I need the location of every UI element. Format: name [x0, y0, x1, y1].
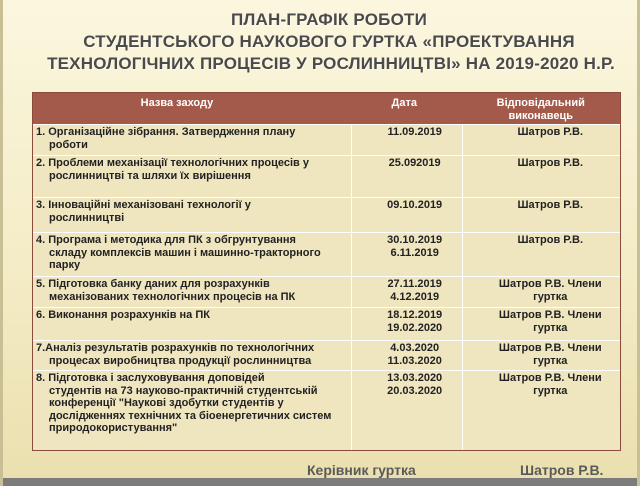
table-row: [33, 370, 620, 450]
event-name-first: 7.Аналіз результатів розрахунків по технологічних: [36, 342, 315, 354]
responsible-cell: Шатров Р.В.: [462, 198, 621, 232]
date-cell: 11.09.2019: [351, 125, 462, 155]
table-row: [33, 232, 620, 276]
responsible-cell: Шатров Р.В.: [462, 233, 621, 276]
responsible-cell: Шатров Р.В. Члени гуртка: [462, 277, 621, 307]
event-name-cell: [33, 371, 351, 450]
title-line-3: ТЕХНОЛОГІЧНИХ ПРОЦЕСІВ У РОСЛИННИЦТВІ» НА 2019-2020 Н.Р.: [47, 54, 615, 73]
table-row: [33, 276, 620, 307]
event-name-cell: [33, 198, 351, 232]
event-name-first: 3. Інноваційні механізовані технології у: [36, 199, 251, 211]
table-row: [33, 197, 620, 232]
title-line-1: ПЛАН-ГРАФІК РОБОТИ: [230, 10, 427, 29]
event-name-rest: роботи: [49, 138, 88, 151]
event-name-first: 6. Виконання розрахунків на ПК: [36, 309, 210, 321]
date-cell: 13.03.2020 20.03.2020: [351, 371, 462, 450]
table-row: [33, 124, 620, 155]
header-responsible: Відповідальний виконавець: [462, 93, 620, 124]
date-cell: 25.092019: [351, 156, 462, 197]
table-row: [33, 340, 620, 370]
responsible-cell: Шатров Р.В. Члени гуртка: [462, 341, 621, 370]
date-cell: 09.10.2019: [351, 198, 462, 232]
event-name-first: 1. Організаційне зібрання. Затвердження плану: [36, 126, 296, 138]
event-name-cell: [33, 277, 351, 307]
responsible-cell: Шатров Р.В. Члени гуртка: [462, 371, 621, 450]
date-cell: 18.12.2019 19.02.2020: [351, 308, 462, 340]
responsible-cell: Шатров Р.В.: [462, 156, 621, 197]
table-header-row: [33, 93, 620, 124]
supervisor-name: Шатров Р.В.: [520, 462, 604, 478]
table-row: [33, 307, 620, 340]
event-name-rest: рослинництві: [49, 211, 125, 224]
date-cell: 4.03.2020 11.03.2020: [351, 341, 462, 370]
event-name-cell: [33, 308, 351, 340]
event-name-rest: студентів на 73 науково-практичній студентській конференції "Наукові здобутки студентів у дослідженнях технічних та біоенергетичних систем природокористування": [49, 384, 332, 434]
event-name-rest: механізованих технологічних процесів на ПК: [49, 290, 296, 303]
event-name-first: 4. Програма і методика для ПК з обгрунтування: [36, 234, 296, 246]
table-row: [33, 155, 620, 197]
title-line-2: СТУДЕНТСЬКОГО НАУКОВОГО ГУРТКА «ПРОЕКТУВАННЯ: [83, 32, 575, 51]
responsible-cell: Шатров Р.В.: [462, 125, 621, 155]
date-cell: 27.11.2019 4.12.2019: [351, 277, 462, 307]
date-cell: 30.10.2019 6.11.2019: [351, 233, 462, 276]
header-event-name: Назва заходу: [33, 93, 351, 124]
event-name-cell: [33, 125, 351, 155]
event-name-cell: [33, 156, 351, 197]
event-name-cell: [33, 341, 351, 370]
event-name-first: 8. Підготовка і заслуховування доповідей: [36, 372, 265, 384]
event-name-rest: рослинництві та шляхи їх вирішення: [49, 169, 251, 182]
supervisor-role: Керівник гуртка: [307, 462, 416, 478]
event-name-rest: процесах виробництва продукції рослинництва: [49, 354, 312, 367]
event-name-first: 2. Проблеми механізації технологічних процесів у: [36, 157, 309, 169]
schedule-table: [32, 92, 621, 451]
event-name-rest: складу комплексів машин і машинно-тракторного парку: [49, 246, 321, 271]
event-name-cell: [33, 233, 351, 276]
responsible-cell: Шатров Р.В. Члени гуртка: [462, 308, 621, 340]
header-date: Дата: [351, 93, 462, 124]
event-name-first: 5. Підготовка банку даних для розрахунків: [36, 278, 270, 290]
